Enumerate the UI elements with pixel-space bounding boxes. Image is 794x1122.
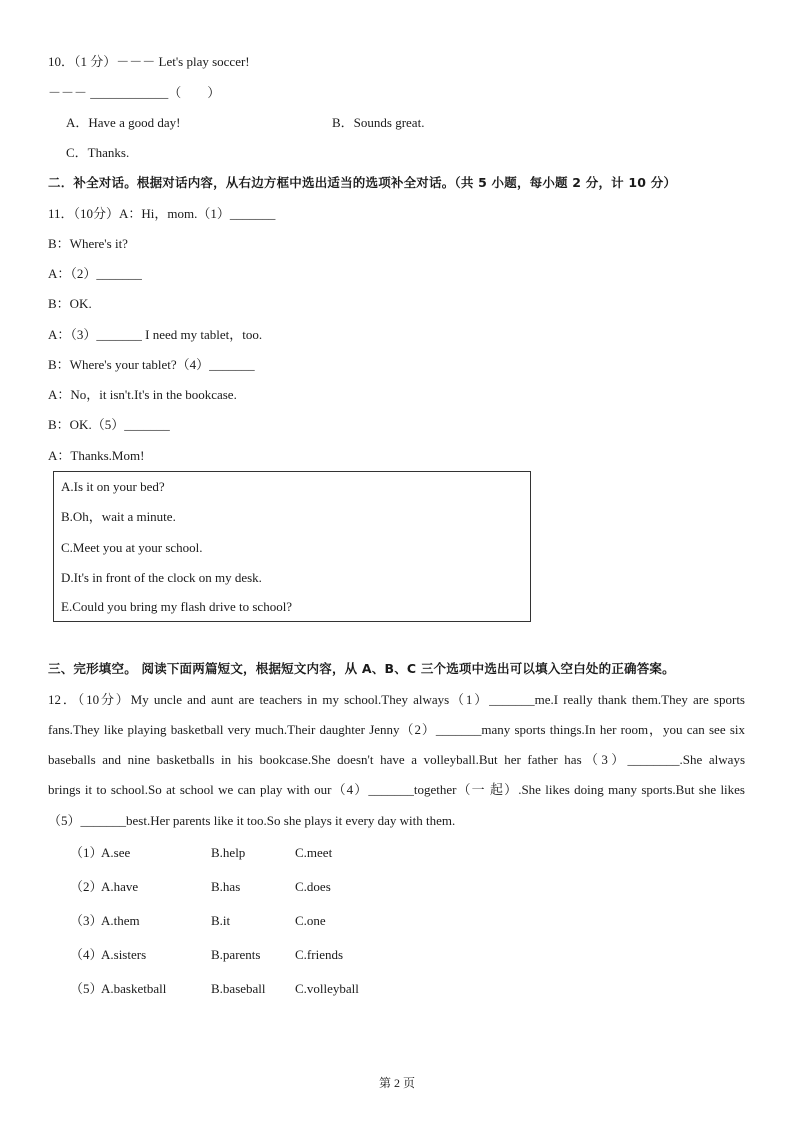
- q12-choice-a: A.have: [101, 879, 139, 894]
- q12-choice-number: （4）: [70, 947, 103, 962]
- q12-choice-b: B.help: [211, 845, 246, 860]
- q12-choice-number: （3）: [70, 913, 103, 928]
- page-number: 第 2 页: [378, 1076, 415, 1090]
- q12-passage-line: baseballs and nine basketballs in his bookcase.She doesn't have a volleyball.But her father has（3）________.She always: [48, 752, 745, 767]
- q11-dialogue-line: A：Thanks.Mom!: [48, 448, 145, 463]
- section3-heading: 三、完形填空。 阅读下面两篇短文，根据短文内容，从 A、B、C 三个选项中选出可以填入空白处的正确答案。: [48, 661, 675, 676]
- q12-choice-b: B.it: [211, 913, 231, 928]
- q12-choice-b: B.baseball: [211, 981, 266, 996]
- q10-option-c: C．Thanks.: [66, 145, 130, 160]
- q12-choice-number: （1）: [70, 845, 103, 860]
- q11-dialogue-line: B：OK.（5）_______: [48, 417, 170, 432]
- q11-box-option: E.Could you bring my flash drive to school?: [61, 599, 293, 614]
- q11-dialogue-line: A：No，it isn't.It's in the bookcase.: [48, 387, 237, 402]
- q12-choice-number: （5）: [70, 981, 103, 996]
- q10-stem: 10．（1 分）－－－ Let's play soccer!: [48, 54, 250, 69]
- q12-choice-c: C.volleyball: [295, 981, 359, 996]
- q12-choice-c: C.meet: [295, 845, 333, 860]
- q12-passage-line: fans.They like playing basketball very much.Their daughter Jenny（2）_______many sports things.In her room，you can see six: [48, 722, 745, 737]
- q12-choice-b: B.has: [211, 879, 241, 894]
- q11-dialogue-line: A：（2）_______: [48, 266, 142, 281]
- q10-option-b: B．Sounds great.: [332, 115, 425, 130]
- q11-options-box: [53, 471, 531, 622]
- q12-passage-line: （5）_______best.Her parents like it too.So she plays it every day with them.: [48, 813, 456, 828]
- q11-dialogue-line: B：Where's it?: [48, 236, 128, 251]
- q12-choice-a: A.basketball: [101, 981, 167, 996]
- q11-dialogue-line: A：（3）_______ I need my tablet，too.: [48, 327, 263, 342]
- q12-choice-b: B.parents: [211, 947, 261, 962]
- q12-choice-a: A.them: [101, 913, 140, 928]
- q11-box-option: C.Meet you at your school.: [61, 540, 203, 555]
- q12-choice-a: A.see: [101, 845, 131, 860]
- q12-choice-c: C.friends: [295, 947, 344, 962]
- q11-dialogue-line: B：Where's your tablet?（4）_______: [48, 357, 255, 372]
- q12-choice-c: C.does: [295, 879, 331, 894]
- q10-reply: －－－ ____________（ ）: [48, 85, 221, 100]
- q10-option-a: A．Have a good day!: [66, 115, 181, 130]
- q12-choice-number: （2）: [70, 879, 103, 894]
- q12-passage-line: 12．（10分）My uncle and aunt are teachers in my school.They always（1）_______me.I really thank them.They are sports: [48, 692, 745, 707]
- q11-box-option: D.It's in front of the clock on my desk.: [61, 570, 262, 585]
- q11-box-option: A.Is it on your bed?: [61, 479, 165, 494]
- section2-heading: 二．补全对话。根据对话内容，从右边方框中选出适当的选项补全对话。（共 5 小题，每小题 2 分，计 10 分）: [48, 175, 677, 190]
- q12-choice-c: C.one: [295, 913, 326, 928]
- q12-passage-line: brings it to school.So at school we can play with our（4）_______together（一 起）.She likes doing many sports.But she likes: [48, 782, 745, 797]
- q11-dialogue-line: 11．（10分）A：Hi，mom.（1）_______: [48, 206, 276, 221]
- q12-choice-a: A.sisters: [101, 947, 147, 962]
- q11-dialogue-line: B：OK.: [48, 296, 92, 311]
- q11-box-option: B.Oh，wait a minute.: [61, 509, 176, 524]
